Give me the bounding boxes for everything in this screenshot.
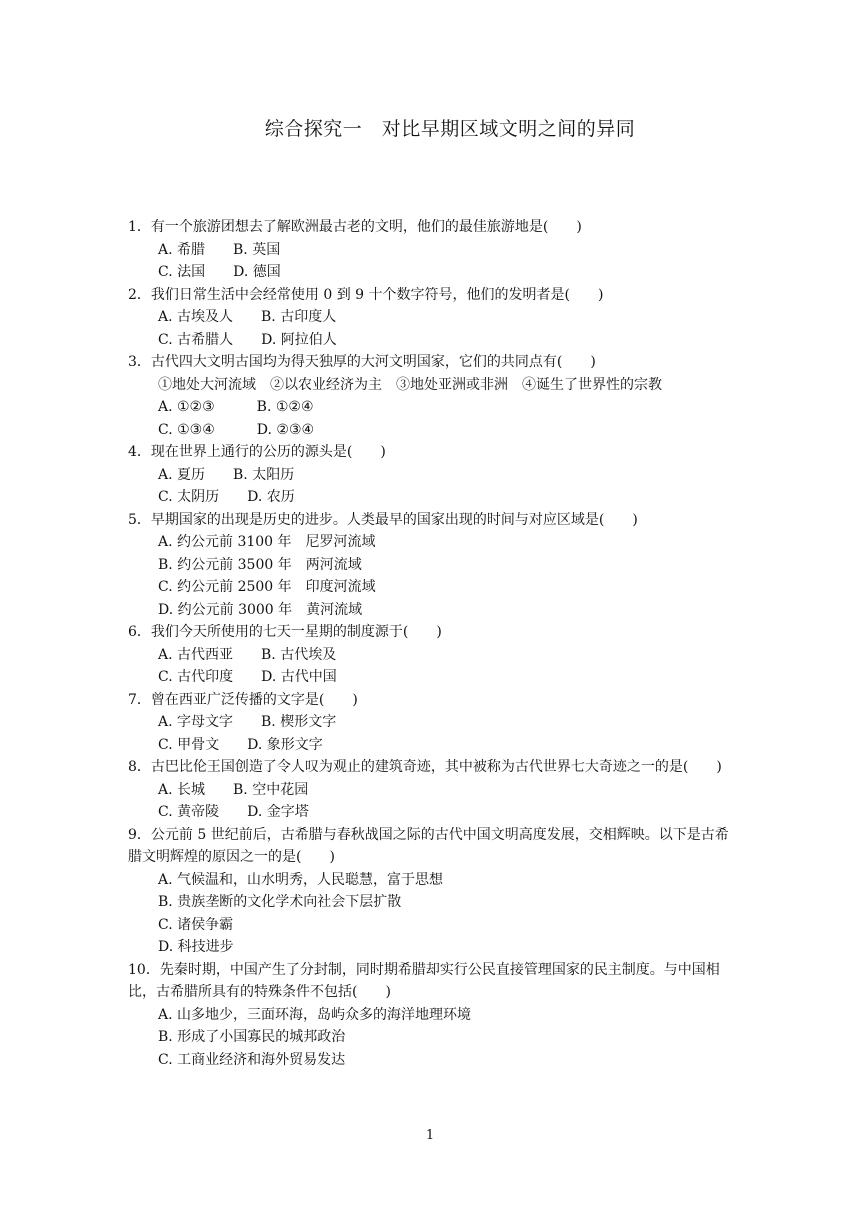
question-9: [128, 824, 738, 959]
question-6: [128, 621, 738, 689]
question-stem: 1．有一个旅游团想去了解欧洲最古老的文明，他们的最佳旅游地是( ): [128, 219, 582, 235]
option-line: D. 科技进步: [158, 939, 234, 955]
option-line: A. ①②③ B. ①②④: [158, 399, 314, 415]
option-line: C. 太阴历 D. 农历: [158, 489, 295, 505]
question-3: [128, 351, 738, 441]
question-stem: 5．早期国家的出现是历史的进步。人类最早的国家出现的时间与对应区域是( ): [128, 511, 638, 528]
option-line: C. 诸侯争霸: [158, 916, 234, 933]
option-line: C. 黄帝陵 D. 金字塔: [158, 804, 309, 820]
option-line: A. 古埃及人 B. 古印度人: [158, 309, 337, 325]
option-line: A. 夏历 B. 太阳历: [158, 466, 295, 483]
question-7: [128, 689, 738, 757]
question-4: [128, 441, 738, 509]
option-line: C. 工商业经济和海外贸易发达: [158, 1051, 346, 1068]
option-line: D. 约公元前 3000 年 黄河流域: [158, 601, 363, 618]
option-line: C. 古代印度 D. 古代中国: [158, 669, 337, 685]
option-line: C. 法国 D. 德国: [158, 264, 281, 280]
question-stem: 4．现在世界上通行的公历的源头是( ): [128, 444, 386, 460]
option-line: C. 古希腊人 D. 阿拉伯人: [158, 331, 337, 348]
page-number: 1: [425, 1128, 435, 1143]
option-line: A. 古代西亚 B. 古代埃及: [158, 646, 337, 663]
question-1: [128, 216, 738, 284]
question-stem: 3．古代四大文明古国均为得天独厚的大河文明国家，它们的共同点有( ): [128, 354, 596, 370]
option-line: C. 约公元前 2500 年 印度河流域: [158, 579, 376, 595]
question-list: [128, 216, 738, 1071]
option-line: C. ①③④ D. ②③④: [158, 421, 315, 438]
option-line: A. 长城 B. 空中花园: [158, 781, 309, 798]
question-5: [128, 509, 738, 622]
option-line: A. 山多地少，三面环海，岛屿众多的海洋地理环境: [158, 1006, 472, 1023]
question-stem: 9．公元前 5 世纪前后，古希腊与春秋战国之际的古代中国文明高度发展，交相辉映。以下是古希腊文明辉煌的原因之一的是( ): [128, 826, 729, 865]
option-line: A. 约公元前 3100 年 尼罗河流域: [158, 534, 376, 550]
option-line: C. 甲骨文 D. 象形文字: [158, 736, 323, 753]
option-line: A. 字母文字 B. 楔形文字: [158, 714, 337, 730]
option-line: B. 贵族垄断的文化学术向社会下层扩散: [158, 894, 402, 910]
option-line: B. 约公元前 3500 年 两河流域: [158, 556, 362, 573]
question-statement: ①地处大河流域 ②以农业经济为主 ③地处亚洲或非洲 ④诞生了世界性的宗教: [158, 376, 662, 393]
option-line: B. 形成了小国寡民的城邦政治: [158, 1029, 346, 1045]
option-line: A. 希腊 B. 英国: [158, 241, 281, 258]
question-stem: 8．古巴比伦王国创造了令人叹为观止的建筑奇迹，其中被称为古代世界七大奇迹之一的是( ): [128, 759, 722, 775]
question-2: [128, 284, 738, 352]
question-stem: 7．曾在西亚广泛传播的文字是( ): [128, 691, 358, 708]
question-8: [128, 756, 738, 824]
question-10: [128, 959, 738, 1072]
question-stem: 6．我们今天所使用的七天一星期的制度源于( ): [128, 624, 442, 640]
option-line: A. 气候温和，山水明秀，人民聪慧，富于思想: [158, 871, 444, 888]
question-stem: 10．先秦时期，中国产生了分封制，同时期希腊却实行公民直接管理国家的民主制度。与中国相比，古希腊所具有的特殊条件不包括( ): [128, 961, 720, 1000]
page-title: 综合探究一 对比早期区域文明之间的异同: [264, 118, 636, 140]
question-stem: 2．我们日常生活中会经常使用 0 到 9 十个数字符号，他们的发明者是( ): [128, 286, 604, 303]
